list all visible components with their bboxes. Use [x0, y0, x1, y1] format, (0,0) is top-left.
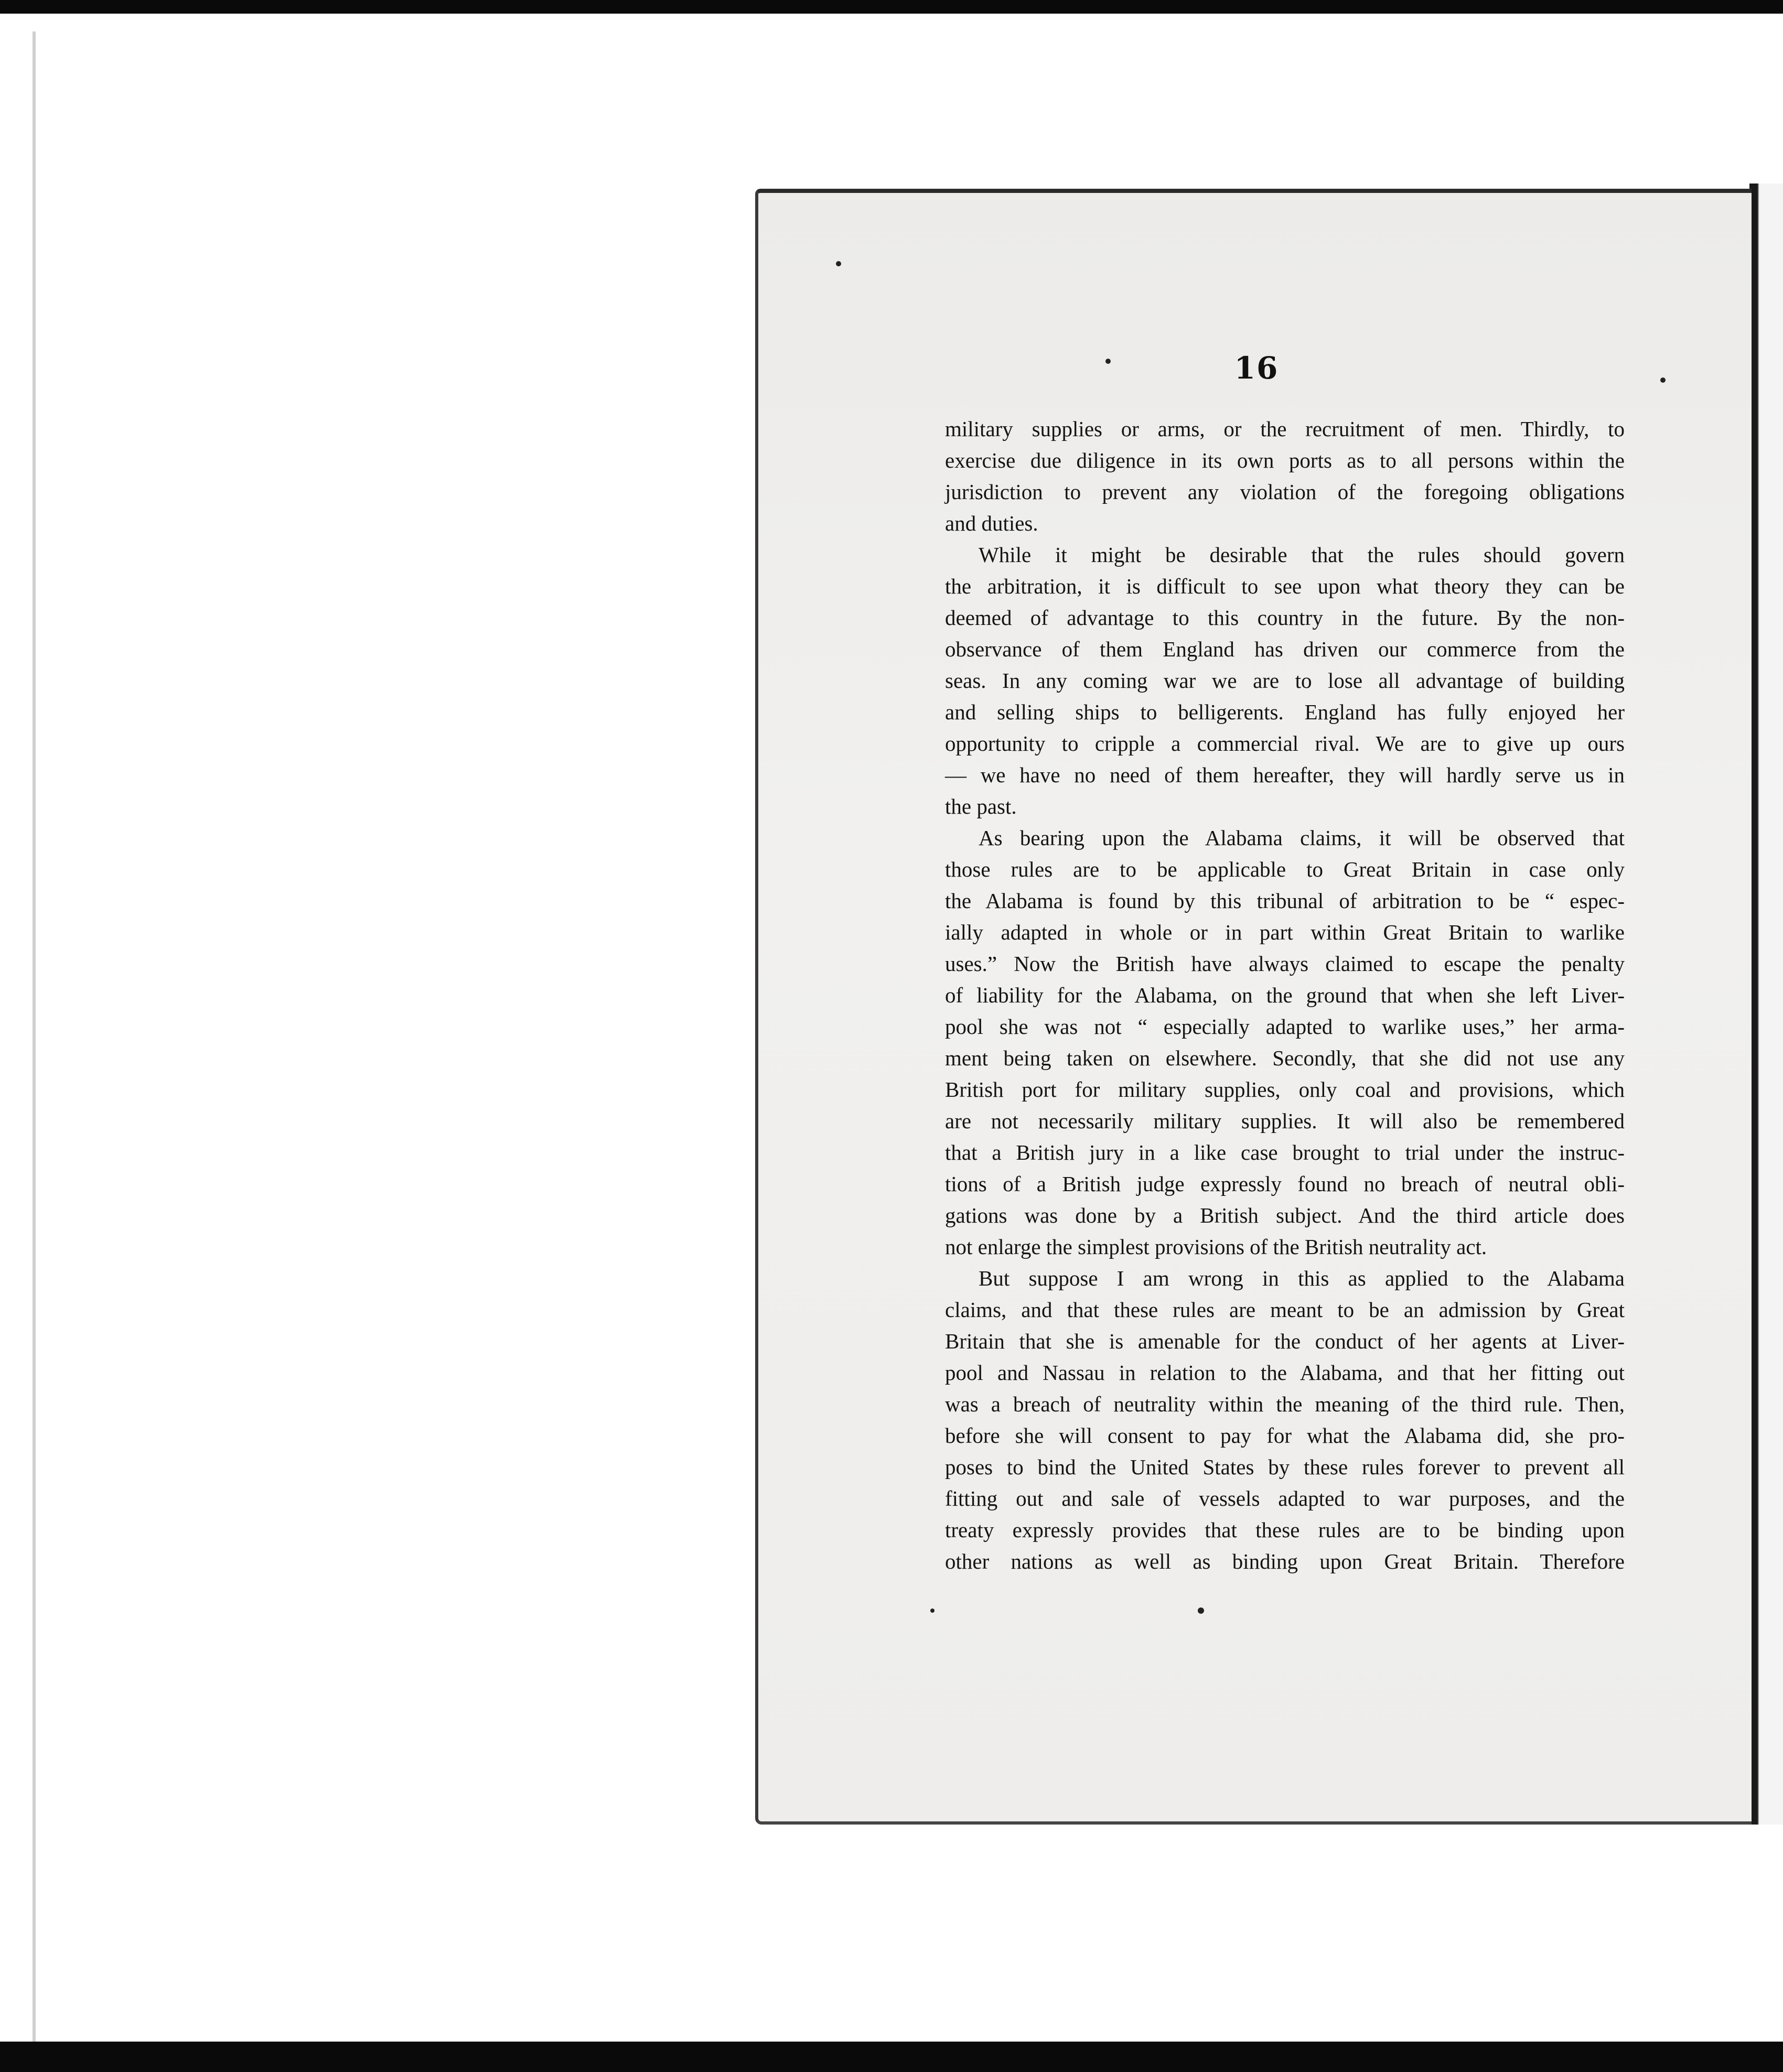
- text-line: and selling ships to belligerents. England has fully enjoyed her: [945, 700, 1625, 724]
- text-line: claims, and that these rules are meant to be an admission by Great: [945, 1298, 1625, 1322]
- text-line: fitting out and sale of vessels adapted to war purposes, and the: [945, 1486, 1625, 1510]
- text-line: pool she was not “ especially adapted to warlike uses,” her arma-: [945, 1015, 1625, 1039]
- print-speck: [1198, 1607, 1204, 1614]
- text-line: tions of a British judge expressly found no breach of neutral obli-: [945, 1172, 1625, 1196]
- scan-border-bottom: [0, 2042, 1783, 2072]
- paragraph: [945, 822, 1625, 1262]
- text-line: the Alabama is found by this tribunal of arbitration to be “ espec-: [945, 889, 1625, 913]
- print-speck: [930, 1609, 935, 1613]
- text-line: jurisdiction to prevent any violation of the foregoing obligations: [945, 480, 1625, 504]
- text-line: pool and Nassau in relation to the Alabama, and that her fitting out: [945, 1361, 1625, 1385]
- text-line: those rules are to be applicable to Great Britain in case only: [945, 857, 1625, 881]
- text-line: uses.” Now the British have always claimed to escape the penalty: [945, 952, 1625, 976]
- paragraph: [945, 413, 1625, 539]
- text-line: of liability for the Alabama, on the ground that when she left Liver-: [945, 983, 1625, 1007]
- body-text: [945, 413, 1625, 1577]
- text-line: the past.: [945, 794, 1017, 818]
- scan-border-top: [0, 0, 1783, 14]
- text-line: ment being taken on elsewhere. Secondly, that she did not use any: [945, 1046, 1625, 1070]
- text-line: seas. In any coming war we are to lose all advantage of building: [945, 668, 1625, 693]
- text-line: — we have no need of them hereafter, they will hardly serve us in: [945, 763, 1625, 787]
- scan-left-edge: [33, 31, 36, 2045]
- text-line: and duties.: [945, 511, 1038, 535]
- text-line: that a British jury in a like case brought to trial under the instruc-: [945, 1140, 1625, 1164]
- text-line: military supplies or arms, or the recruitment of men. Thirdly, to: [945, 417, 1625, 441]
- paragraph: [945, 539, 1625, 822]
- text-line: observance of them England has driven our commerce from the: [945, 637, 1625, 661]
- text-line: deemed of advantage to this country in the future. By the non-: [945, 606, 1625, 630]
- text-line: As bearing upon the Alabama claims, it will be observed that: [979, 826, 1625, 850]
- document-page: [755, 189, 1752, 1825]
- text-line: opportunity to cripple a commercial rival. We are to give up ours: [945, 731, 1625, 756]
- text-line: exercise due diligence in its own ports as to all persons within the: [945, 448, 1625, 472]
- text-line: treaty expressly provides that these rules are to be binding upon: [945, 1518, 1625, 1542]
- page-number: 16: [1234, 350, 1279, 386]
- adjacent-page-sliver: [1758, 184, 1783, 1825]
- text-line: the arbitration, it is difficult to see upon what theory they can be: [945, 574, 1625, 598]
- text-line: are not necessarily military supplies. It will also be remembered: [945, 1109, 1625, 1133]
- text-line: But suppose I am wrong in this as applied to the Alabama: [979, 1266, 1625, 1290]
- paragraph: [945, 1262, 1625, 1577]
- text-line: Britain that she is amenable for the conduct of her agents at Liver-: [945, 1329, 1625, 1353]
- text-line: not enlarge the simplest provisions of the British neutrality act.: [945, 1235, 1487, 1259]
- text-line: British port for military supplies, only coal and provisions, which: [945, 1077, 1625, 1102]
- print-speck: [836, 261, 841, 266]
- text-line: was a breach of neutrality within the meaning of the third rule. Then,: [945, 1392, 1625, 1416]
- text-line: poses to bind the United States by these rules forever to prevent all: [945, 1455, 1625, 1479]
- text-line: other nations as well as binding upon Great Britain. Therefore: [945, 1549, 1625, 1573]
- text-line: gations was done by a British subject. And the third article does: [945, 1203, 1625, 1227]
- text-line: While it might be desirable that the rules should govern: [979, 543, 1625, 567]
- text-line: before she will consent to pay for what the Alabama did, she pro-: [945, 1423, 1625, 1448]
- text-line: ially adapted in whole or in part within Great Britain to warlike: [945, 920, 1625, 944]
